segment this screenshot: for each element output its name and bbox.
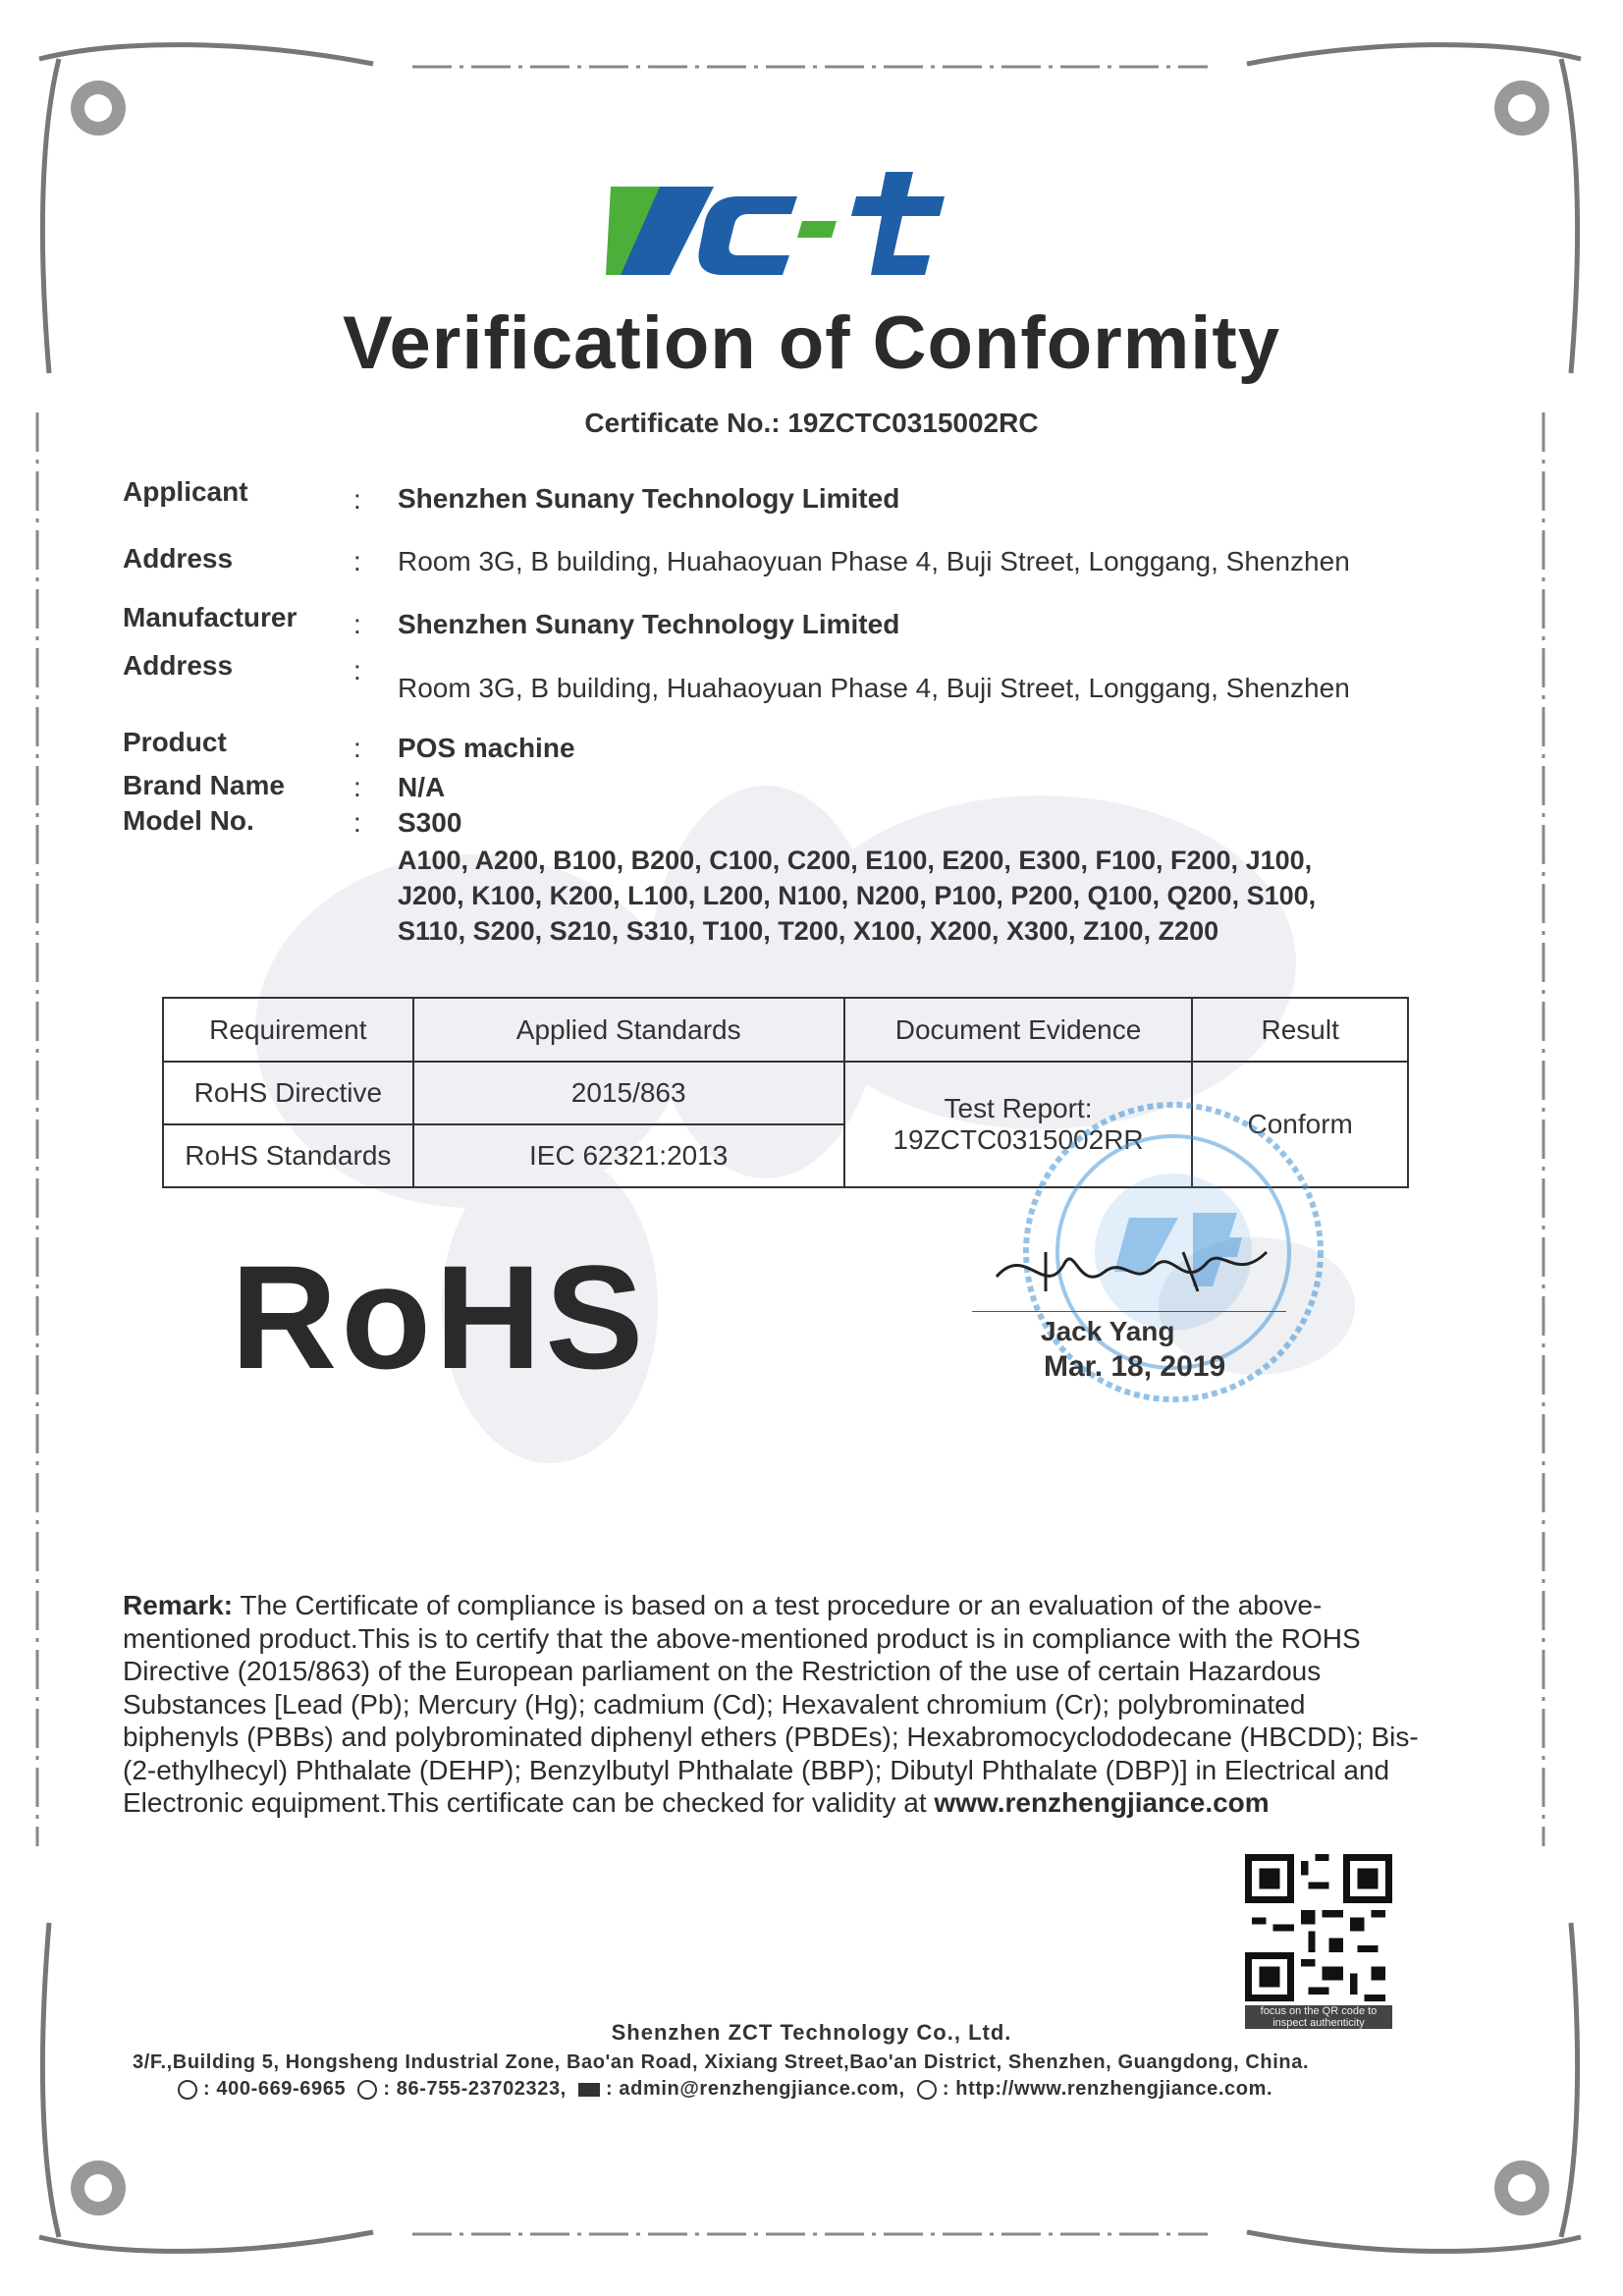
brand-value: N/A	[398, 772, 446, 802]
model-line: A100, A200, B100, B200, C100, C200, E100, E200, E300, F100, F200, J100,	[398, 846, 1313, 875]
model-line: J200, K100, K200, L100, L200, N100, N200, P100, P200, Q100, Q200, S100,	[398, 881, 1317, 910]
remark-text: The Certificate of compliance is based on a test procedure or an evaluation of the above-mentioned product.This is to certify that the above-mentioned product is in compliance with the ROHS Directive (2015/863) of the European parliament on the Restriction of the use of certain Hazardous Substances [Lead (Pb); Mercury (Hg); cadmium (Cd); Hexavalent chromium (Cr); polybrominated biphenyls (PBBs) and polybrominated diphenyl ethers (PBDEs); Hexabromocyclododecane (HBCDD); Bis-(2-ethylhecyl) Phthalate (DEHP); Benzylbutyl Phthalate (BBP); Dibutyl Phthalate (DBP)] in Electrical and Electronic equipment.This certificate can be checked for validity at	[123, 1590, 1419, 1818]
signature-scribble	[987, 1232, 1281, 1311]
qr-code[interactable]	[1245, 1854, 1392, 2001]
table-header: Requirement	[163, 998, 413, 1062]
result-cell: Conform	[1192, 1062, 1408, 1187]
colon: :	[353, 733, 361, 763]
product-value: POS machine	[398, 733, 575, 763]
signature-line	[972, 1311, 1286, 1312]
certificate-number: Certificate No.: 19ZCTC0315002RC	[584, 408, 1039, 438]
brand-label: Brand Name	[123, 770, 285, 800]
phone-number[interactable]: : 400-669-6965	[203, 2078, 347, 2100]
table-cell: 2015/863	[413, 1062, 844, 1124]
address-label: Address	[123, 650, 234, 681]
model-value: S300	[398, 807, 462, 838]
signature-date: Mar. 18, 2019	[1044, 1350, 1226, 1383]
evidence-line: Test Report:	[944, 1093, 1093, 1123]
footer-company: Shenzhen ZCT Technology Co., Ltd.	[611, 2020, 1012, 2045]
manufacturer-address: Room 3G, B building, Huahaoyuan Phase 4, Buji Street, Longgang, Shenzhen	[398, 673, 1350, 703]
phone-icon	[357, 2080, 377, 2100]
qr-caption: focus on the QR code to inspect authenticity	[1245, 2005, 1392, 2029]
email-icon	[578, 2083, 600, 2097]
colon: :	[353, 609, 361, 639]
colon: :	[353, 772, 361, 802]
table-cell: RoHS Standards	[163, 1124, 413, 1187]
website-link[interactable]: : http://www.renzhengjiance.com.	[942, 2078, 1273, 2100]
colon: :	[353, 484, 361, 515]
validity-link[interactable]: www.renzhengjiance.com	[934, 1787, 1270, 1818]
colon: :	[353, 807, 361, 838]
footer-contacts	[172, 2078, 1272, 2101]
web-icon	[917, 2080, 937, 2100]
colon: :	[353, 546, 361, 576]
phone-icon	[178, 2080, 197, 2100]
table-header: Applied Standards	[413, 998, 844, 1062]
footer-address: 3/F.,Building 5, Hongsheng Industrial Zone, Bao'an Road, Xixiang Street,Bao'an District, Shenzhen, Guangdong, China.	[133, 2051, 1310, 2073]
table-header: Result	[1192, 998, 1408, 1062]
zct-logo	[601, 167, 964, 290]
phone-number[interactable]: : 86-755-23702323,	[383, 2078, 567, 2100]
applicant-label: Applicant	[123, 476, 248, 507]
product-label: Product	[123, 727, 227, 757]
applicant-value: Shenzhen Sunany Technology Limited	[398, 483, 900, 514]
page-title: Verification of Conformity	[343, 301, 1280, 385]
remark-label: Remark:	[123, 1590, 234, 1620]
applicant-address: Room 3G, B building, Huahaoyuan Phase 4, Buji Street, Longgang, Shenzhen	[398, 546, 1350, 576]
evidence-line: 19ZCTC0315002RR	[893, 1124, 1144, 1155]
table-cell: RoHS Directive	[163, 1062, 413, 1124]
email-address[interactable]: : admin@renzhengjiance.com,	[606, 2078, 905, 2100]
remark-paragraph	[123, 1589, 1429, 1820]
model-line: S110, S200, S210, S310, T100, T200, X100, X200, X300, Z100, Z200	[398, 916, 1219, 946]
signer-name: Jack Yang	[1041, 1316, 1175, 1346]
manufacturer-label: Manufacturer	[123, 602, 298, 632]
address-label: Address	[123, 543, 234, 574]
rohs-mark: RoHS	[231, 1234, 648, 1399]
model-label: Model No.	[123, 805, 254, 836]
colon: :	[353, 655, 361, 685]
table-header: Document Evidence	[844, 998, 1193, 1062]
model-list	[398, 843, 1316, 949]
table-cell: IEC 62321:2013	[413, 1124, 844, 1187]
manufacturer-value: Shenzhen Sunany Technology Limited	[398, 609, 900, 639]
